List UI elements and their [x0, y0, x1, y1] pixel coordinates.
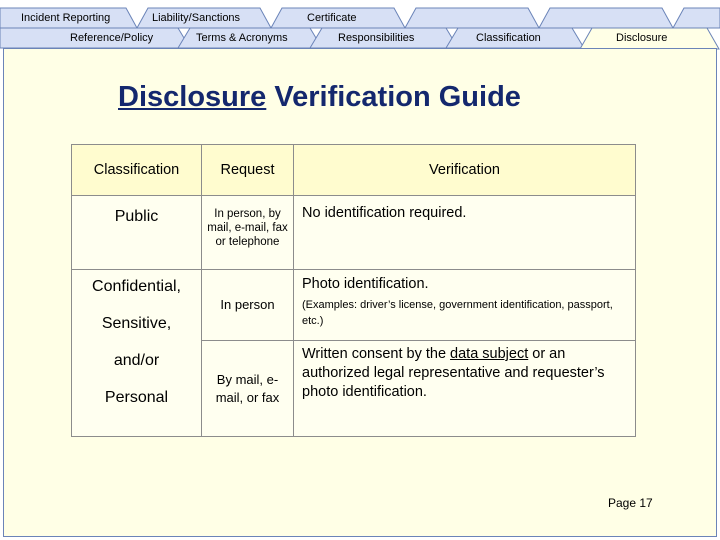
tab-label-terms-acronyms[interactable]: Terms & Acronyms [196, 32, 288, 44]
header-request: Request [202, 145, 294, 196]
cell-public-verification: No identification required. [294, 196, 636, 270]
table-row-in-person [72, 270, 636, 341]
cell-in-person-verification [294, 270, 636, 341]
tab-blank-1[interactable] [405, 8, 539, 28]
tab-label-liability-sanctions[interactable]: Liability/Sanctions [152, 12, 241, 24]
cell-remote-verification [294, 341, 636, 437]
tab-label-classification[interactable]: Classification [476, 32, 541, 44]
page-title [118, 80, 521, 114]
tab-label-certificate[interactable]: Certificate [307, 12, 357, 24]
tab-label-responsibilities[interactable]: Responsibilities [338, 32, 415, 44]
tab-label-incident-reporting[interactable]: Incident Reporting [21, 12, 111, 24]
class-confidential: Confidential, [92, 278, 181, 295]
table-header-row [72, 145, 636, 196]
in-person-verification-text: Photo identification. [302, 276, 429, 292]
table-row-public [72, 196, 636, 270]
tab-label-reference-policy[interactable]: Reference/Policy [70, 32, 154, 44]
in-person-examples: (Examples: driver’s license, government identification, passport, etc.) [302, 299, 613, 327]
remote-verification-before: Written consent by the [302, 346, 451, 362]
cell-in-person-request: In person [202, 270, 294, 341]
tab-blank-2[interactable] [539, 8, 673, 28]
header-verification: Verification [294, 145, 636, 196]
title-underlined: Disclosure [118, 81, 267, 113]
tab-label-disclosure[interactable]: Disclosure [616, 32, 668, 44]
page-number: Page 17 [608, 496, 653, 510]
cell-public-classification: Public [72, 196, 202, 270]
header-classification: Classification [72, 145, 202, 196]
remote-verification-after: or an authorized legal representative and requester’s photo identification. [302, 346, 609, 400]
tab-blank-3[interactable] [673, 8, 720, 28]
cell-confidential-classification [72, 270, 202, 437]
data-subject-link[interactable]: data subject [450, 346, 529, 362]
class-personal: Personal [104, 389, 169, 406]
disclosure-verification-table [71, 144, 636, 437]
class-and-or: and/or [113, 352, 160, 369]
cell-public-request: In person, by mail, e-mail, fax or telephone [202, 196, 294, 270]
title-rest: Verification Guide [266, 81, 521, 113]
cell-remote-request: By mail, e-mail, or fax [202, 341, 294, 437]
class-sensitive: Sensitive, [101, 315, 172, 332]
